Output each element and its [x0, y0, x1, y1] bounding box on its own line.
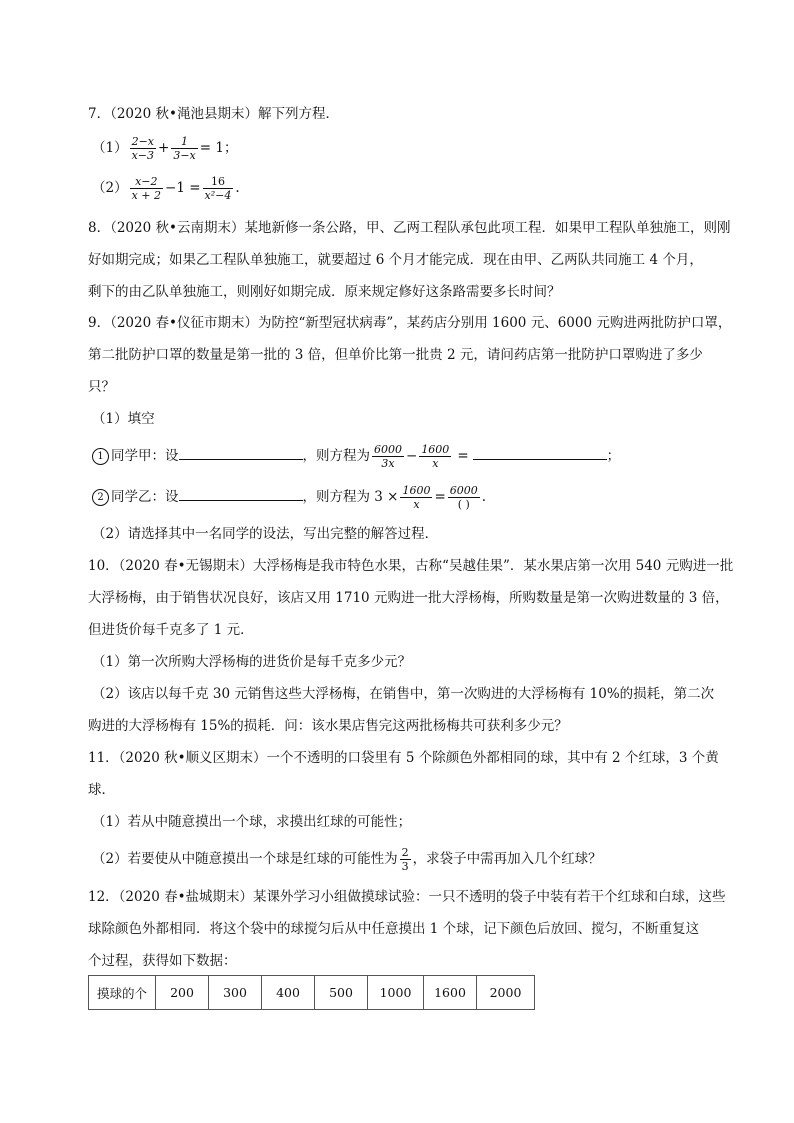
q10-line-1: 10．（2020 春•无锡期末）大浮杨梅是我市特色水果，古称“吴越佳果”．某水果店第一次用 540 元购进一批	[88, 558, 734, 574]
fraction: $\frac{1600}{x}$	[402, 484, 431, 511]
data-table	[88, 975, 535, 1010]
answer-blank[interactable]	[179, 445, 303, 460]
table-cell: 400	[262, 976, 315, 1010]
fraction: $\frac{6000}{3x}$	[374, 443, 402, 470]
q8-line-3: 剩下的由乙队单独施工，则刚好如期完成．原来规定修好这条路需要多长时间？	[88, 284, 561, 300]
q9-line-3: 只？	[88, 379, 115, 395]
q11-part2-text: （2）若要使从中随意摸出一个球是红球的可能性为	[92, 851, 398, 867]
q12-line-3: 个过程，获得如下数据：	[88, 953, 237, 969]
table-cell: 200	[156, 976, 209, 1010]
q7-equation-2	[92, 170, 240, 206]
equals-sign: =	[434, 489, 446, 505]
q7-part1-label: （1）	[92, 140, 128, 156]
q8-line-2: 好如期完成；如果乙工程队单独施工，就要超过 6 个月才能完成．现在由甲、乙两队共同施工 4 个月，	[88, 252, 703, 268]
q10-part2-line-2: 购进的大浮杨梅有 15%的损耗．问：该水果店售完这两批杨梅共可获利多少元？	[88, 718, 568, 734]
fraction: $\frac{x-2}{x + 2}$	[131, 175, 162, 202]
q9-student-a	[92, 438, 620, 474]
equals-sign: =	[457, 448, 469, 464]
q9-part1: （1）填空	[92, 411, 155, 427]
q12-line-1: 12．（2020 春•盐城期末）某课外学习小组做摸球试验：一只不透明的袋子中装有若干个红球和白球，这些	[88, 889, 726, 905]
q10-line-2: 大浮杨梅，由于销售状况良好，该店又用 1710 元购进一批大浮杨梅，所购数量是第一次购进数量的 3 倍，	[88, 590, 729, 606]
q11-part1: （1）若从中随意摸出一个球，求摸出红球的可能性；	[92, 814, 412, 830]
q9-line-2: 第二批防护口罩的数量是第一批的 3 倍，但单价比第一批贵 2 元，请问药店第一批防护口罩购进了多少	[88, 347, 703, 363]
table-cell: 1600	[424, 976, 477, 1010]
q9-line-1: 9．（2020 春•仪征市期末）为防控“新型冠状病毒”，某药店分别用 1600 元、6000 元购进两批防护口罩，	[88, 315, 732, 331]
fraction: $\frac{1600}{x}$	[421, 443, 450, 470]
q7-heading: 7．（2020 秋•渑池县期末）解下列方程．	[88, 106, 339, 122]
fraction: $\frac{2}{3}$	[401, 846, 409, 873]
fraction: $\frac{6000}{( )}$	[449, 484, 478, 511]
q9-part2: （2）请选择其中一名同学的设法，写出完整的解答过程．	[92, 526, 439, 542]
table-row	[89, 976, 535, 1010]
table-cell: 300	[209, 976, 262, 1010]
q10-line-3: 但进货价每千克多了 1 元．	[88, 622, 254, 638]
table-cell: 1000	[368, 976, 424, 1010]
equation-tail: = 1；	[199, 140, 238, 156]
q11-line-1: 11．（2020 秋•顺义区期末）一个不透明的口袋里有 5 个除颜色外都相同的球，其中有 2 个红球，3 个黄	[88, 750, 719, 766]
table-cell: 500	[315, 976, 368, 1010]
answer-blank[interactable]	[473, 445, 607, 460]
fraction: $\frac{2-x}{x-3}$	[131, 135, 155, 162]
equation-middle: −1 =	[165, 180, 201, 196]
equation-prefix: ，则方程为	[302, 448, 370, 464]
table-cell: 2000	[477, 976, 535, 1010]
q10-part1: （1）第一次所购大浮杨梅的进货价是每千克多少元？	[92, 654, 412, 670]
fraction: $\frac{1}{3-x}$	[173, 135, 196, 162]
q11-part2-text-end: ，求袋子中需再加入几个红球？	[412, 851, 602, 867]
punctuation: .	[481, 489, 487, 505]
plus-sign: +	[158, 140, 170, 156]
q7-equation-1	[92, 130, 237, 166]
q8-line-1: 8．（2020 秋•云南期末）某地新修一条公路，甲、乙两工程队承包此项工程．如果甲工程队单独施工，则刚	[88, 220, 731, 236]
q7-part2-label: （2）	[92, 180, 128, 196]
student-b-label: 同学乙：设	[111, 489, 179, 505]
table-header-cell: 摸球的个	[89, 976, 156, 1010]
q11-part2	[92, 841, 602, 877]
punctuation: ；	[606, 448, 621, 464]
circled-number-2: 2	[92, 489, 109, 506]
q11-line-2: 球．	[88, 782, 115, 798]
answer-blank[interactable]	[179, 486, 303, 501]
circled-number-1: 1	[92, 448, 109, 465]
q12-line-2: 球除颜色外都相同．将这个袋中的球搅匀后从中任意摸出 1 个球，记下颜色后放回、搅匀，不断重复这	[88, 921, 700, 937]
minus-sign: −	[406, 448, 418, 464]
q10-part2-line-1: （2）该店以每千克 30 元销售这些大浮杨梅，在销售中，第一次购进的大浮杨梅有 10%的损耗，第二次	[92, 686, 715, 702]
student-a-label: 同学甲：设	[111, 448, 179, 464]
equation-prefix: ，则方程为 3 ×	[302, 489, 399, 505]
equation-tail: .	[235, 180, 240, 196]
q9-student-b	[92, 479, 486, 515]
fraction: $\frac{16}{\text{x²−4}}$	[204, 175, 232, 202]
